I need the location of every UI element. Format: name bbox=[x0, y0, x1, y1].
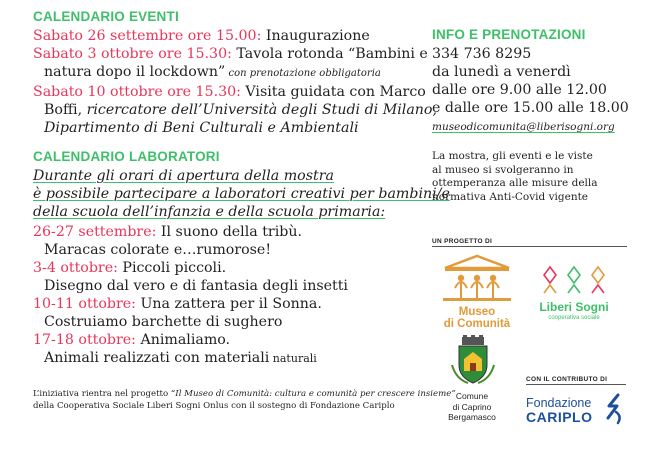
notice-line: al museo si svolgeranno in bbox=[432, 163, 574, 176]
comune-line2: di Caprino bbox=[452, 401, 492, 412]
event-date: Sabato 26 settembre ore 15.00: bbox=[33, 28, 262, 44]
event-text: Inaugurazione bbox=[261, 28, 370, 44]
events-title: CALENDARIO EVENTI bbox=[33, 9, 179, 24]
museo-line2: di Comunità bbox=[443, 318, 511, 330]
project-label: UN PROGETTO DI bbox=[432, 238, 493, 245]
labs-title: CALENDARIO LABORATORI bbox=[33, 149, 220, 164]
notice-line: ottemperanza alle misure della bbox=[432, 177, 598, 189]
lab-title: Animaliamo. bbox=[135, 332, 231, 348]
event-text: Boffi, bbox=[44, 102, 87, 118]
lab-date: 10-11 ottobre: bbox=[33, 296, 136, 312]
event-note: con prenotazione obbligatoria bbox=[225, 68, 381, 79]
footer-project: “Il Museo di Comunità: cultura e comunità per crescere insieme” bbox=[170, 389, 456, 399]
event-date: Sabato 10 ottobre ore 15.30: bbox=[33, 84, 241, 100]
liberi-sogni-name: Liberi Sogni bbox=[539, 300, 609, 314]
liberi-sogni-logo bbox=[534, 265, 614, 325]
liberi-sogni-sub: cooperativa sociale bbox=[548, 315, 600, 321]
lab-desc: Maracas colorate e…rumorose! bbox=[44, 242, 272, 258]
footer-line2: della Cooperativa Sociale Liberi Sogni Onlus con il sostegno di Fondazione Cariplo bbox=[33, 401, 395, 411]
contrib-label: CON IL CONTRIBUTO DI bbox=[526, 376, 608, 383]
event-item bbox=[33, 83, 426, 101]
lab-date: 26-27 settembre: bbox=[33, 224, 157, 240]
lab-item bbox=[33, 259, 226, 277]
notice-line: La mostra, gli eventi e le viste bbox=[432, 150, 593, 162]
event-text: Visita guidata con Marco bbox=[240, 84, 426, 100]
footer-line1 bbox=[33, 388, 456, 400]
labs-intro: Durante gli orari di apertura della mostra bbox=[33, 168, 334, 184]
cariplo-mark bbox=[602, 392, 624, 430]
info-days: da lunedì a venerdì bbox=[432, 64, 571, 80]
cariplo-mark-icon bbox=[602, 392, 624, 426]
fondazione-text: Fondazione bbox=[526, 396, 592, 410]
notice-line: normativa Anti-Covid vigente bbox=[432, 190, 589, 203]
footer-pre: L’iniziativa rientra nel progetto bbox=[33, 389, 171, 399]
lab-date: 3-4 ottobre: bbox=[33, 260, 118, 276]
comune-line3: Bergamasco bbox=[448, 412, 496, 422]
footer-note bbox=[33, 388, 456, 412]
lab-title: Piccoli piccoli. bbox=[117, 260, 227, 276]
event-item-cont bbox=[44, 63, 381, 83]
event-item-cont bbox=[44, 101, 437, 119]
event-item bbox=[33, 27, 370, 45]
lab-item bbox=[33, 295, 322, 313]
museo-line1: Museo bbox=[458, 306, 496, 318]
lab-desc: Costruiamo barchette di sughero bbox=[44, 314, 283, 330]
divider bbox=[526, 384, 626, 385]
lab-desc-text: Animali realizzati con materiali bbox=[44, 350, 270, 366]
lab-item bbox=[33, 223, 302, 241]
info-title: INFO E PRENOTAZIONI bbox=[432, 27, 586, 42]
museo-logo bbox=[437, 254, 517, 330]
lab-title: Una zattera per il Sonna. bbox=[135, 296, 322, 312]
museo-temple-icon bbox=[437, 254, 517, 302]
info-phone: 334 736 8295 bbox=[432, 46, 532, 62]
event-text: Tavola rotonda “Bambini e bbox=[231, 46, 428, 62]
event-text: natura dopo il lockdown” bbox=[44, 64, 226, 80]
event-item-cont: Dipartimento di Beni Culturali e Ambientali bbox=[44, 120, 359, 136]
cariplo-text: CARIPLO bbox=[526, 409, 593, 425]
lab-desc bbox=[44, 349, 317, 368]
divider bbox=[432, 246, 627, 247]
lab-date: 17-18 ottobre: bbox=[33, 332, 136, 348]
event-text-italic: ricercatore dell’Università degli Studi di Milano, bbox=[86, 102, 437, 118]
info-hours-afternoon: e dalle ore 15.00 alle 18.00 bbox=[432, 100, 629, 116]
info-hours-morning: dalle ore 9.00 alle 12.00 bbox=[432, 82, 607, 98]
event-item bbox=[33, 45, 428, 63]
liberi-sogni-figures-icon bbox=[534, 265, 614, 297]
labs-intro: della scuola dell’infanzia e della scuola primaria: bbox=[33, 204, 386, 220]
lab-item bbox=[33, 331, 230, 349]
info-email-link[interactable]: museodicomunita@liberisogni.org bbox=[432, 121, 615, 133]
event-date: Sabato 3 ottobre ore 15.30: bbox=[33, 46, 232, 62]
comune-text bbox=[432, 391, 512, 423]
lab-desc: Disegno dal vero e di fantasia degli insetti bbox=[44, 278, 348, 294]
covid-notice bbox=[432, 150, 598, 204]
lab-title: Il suono della tribù. bbox=[156, 224, 302, 240]
cariplo-logo bbox=[526, 397, 593, 425]
labs-intro: è possibile partecipare a laboratori creativi per bambini/e bbox=[33, 186, 450, 202]
comune-line1: Comune bbox=[455, 391, 489, 401]
comune-crest-icon bbox=[448, 335, 498, 385]
comune-crest bbox=[448, 335, 498, 385]
lab-desc-small: naturali bbox=[269, 352, 317, 365]
museo-logo-text bbox=[437, 306, 517, 330]
